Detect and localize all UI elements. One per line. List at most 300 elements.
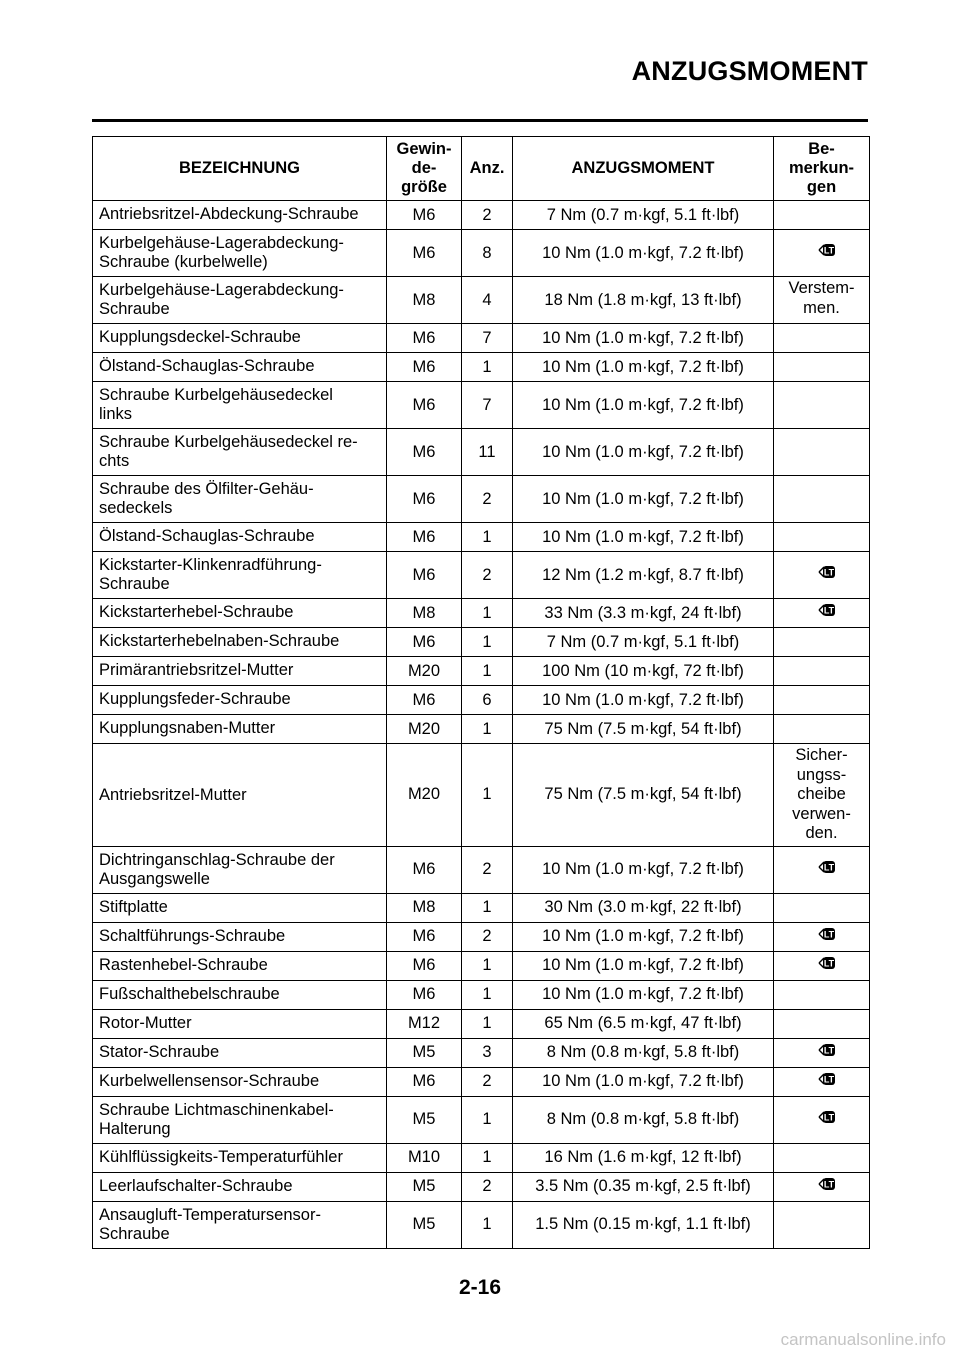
thread-cell [387, 628, 462, 657]
name-cell [93, 523, 387, 552]
torque-cell [513, 1038, 774, 1067]
qty-cell [462, 1143, 513, 1172]
thread-cell [387, 846, 462, 893]
table-row [93, 277, 870, 324]
table-row [93, 476, 870, 523]
qty-cell-text: 8 [482, 243, 492, 262]
thread-cell-text: M6 [412, 1072, 436, 1090]
name-cell [93, 1201, 387, 1248]
table-row [93, 324, 870, 353]
thread-cell [387, 686, 462, 715]
name-cell-text: Schraube Kurbelgehäusedeckel links [99, 386, 333, 423]
torque-cell [513, 628, 774, 657]
thread-cell-text: M20 [407, 719, 441, 738]
torque-cell [513, 980, 774, 1009]
name-cell-text: Schraube des Ölfilter-Gehäu- sedeckels [99, 480, 314, 517]
svg-text:LT: LT [823, 567, 834, 578]
table-row [93, 628, 870, 657]
torque-cell [513, 429, 774, 476]
table-row [93, 429, 870, 476]
name-cell-text: Ölstand-Schauglas-Schraube [99, 357, 315, 375]
qty-cell-text: 1 [482, 898, 492, 916]
remarks-cell [774, 951, 870, 980]
thread-cell [387, 715, 462, 744]
qty-cell [462, 552, 513, 599]
thread-cell-text: M8 [412, 603, 436, 622]
torque-cell-text: 10 Nm (1.0 m·kgf, 7.2 ft·lbf) [542, 985, 744, 1003]
qty-cell-text: 1 [482, 632, 492, 651]
qty-cell [462, 980, 513, 1009]
remarks-cell [774, 686, 870, 715]
torque-cell-text: 10 Nm (1.0 m·kgf, 7.2 ft·lbf) [542, 395, 744, 414]
name-cell-text: Schraube Lichtmaschinenkabel- Halterung [99, 1100, 334, 1138]
remarks-cell [774, 201, 870, 230]
name-cell-text: Schraube Kurbelgehäusedeckel re- chts [99, 433, 358, 470]
name-cell [93, 1038, 387, 1067]
name-cell-text: Ölstand-Schauglas-Schraube [99, 527, 315, 545]
header-qty-label: Anz. [469, 159, 505, 177]
name-cell [93, 353, 387, 382]
name-cell [93, 599, 387, 628]
torque-cell-text: 10 Nm (1.0 m·kgf, 7.2 ft·lbf) [542, 489, 744, 508]
name-cell [93, 893, 387, 922]
locking-agent-icon [818, 954, 836, 978]
name-cell-text: Rotor-Mutter [99, 1013, 192, 1032]
table-row [93, 744, 870, 847]
header-qty [462, 137, 513, 201]
thread-cell [387, 922, 462, 951]
thread-cell [387, 1143, 462, 1172]
thread-cell [387, 277, 462, 324]
qty-cell [462, 922, 513, 951]
torque-cell [513, 476, 774, 523]
name-cell-text: Kickstarterhebel-Schraube [99, 603, 294, 621]
thread-cell-text: M6 [412, 985, 436, 1003]
qty-cell-text: 1 [482, 719, 492, 738]
name-cell-text: Kickstarterhebelnaben-Schraube [99, 632, 340, 650]
remarks-cell [774, 1143, 870, 1172]
thread-cell [387, 552, 462, 599]
name-cell [93, 744, 387, 847]
remarks-cell [774, 1038, 870, 1067]
torque-cell-text: 33 Nm (3.3 m·kgf, 24 ft·lbf) [544, 603, 742, 622]
thread-cell-text: M8 [412, 290, 436, 309]
header-thread [387, 137, 462, 201]
name-cell-text: Dichtringanschlag-Schraube der Ausgangswelle [99, 850, 335, 888]
qty-cell-text: 7 [482, 328, 492, 347]
qty-cell [462, 846, 513, 893]
thread-cell-text: M6 [412, 357, 436, 376]
name-cell [93, 846, 387, 893]
table-row [93, 1201, 870, 1248]
table-row [93, 686, 870, 715]
thread-cell-text: M6 [412, 927, 436, 945]
name-cell [93, 657, 387, 686]
remarks-cell [774, 353, 870, 382]
name-cell [93, 951, 387, 980]
qty-cell-text: 2 [482, 489, 492, 508]
remarks-text: Sicher- ungss- cheibe verwen- den. [792, 746, 851, 842]
qty-cell [462, 476, 513, 523]
qty-cell [462, 201, 513, 230]
name-cell-text: Kickstarter-Klinkenradführung- Schraube [99, 556, 322, 593]
qty-cell-text: 1 [482, 1148, 492, 1166]
table-row [93, 980, 870, 1009]
table-row [93, 657, 870, 686]
page-title: ANZUGSMOMENT [631, 56, 868, 86]
name-cell [93, 628, 387, 657]
qty-cell [462, 1038, 513, 1067]
name-cell-text: Stiftplatte [99, 897, 168, 916]
torque-cell [513, 1067, 774, 1096]
table-row [93, 1038, 870, 1067]
torque-cell [513, 686, 774, 715]
qty-cell-text: 1 [482, 985, 492, 1003]
thread-cell-text: M6 [412, 956, 436, 974]
name-cell [93, 1143, 387, 1172]
table-row [93, 1143, 870, 1172]
thread-cell-text: M6 [412, 328, 436, 347]
qty-cell-text: 2 [482, 565, 492, 584]
table-row [93, 201, 870, 230]
torque-cell [513, 1201, 774, 1248]
torque-cell-text: 7 Nm (0.7 m·kgf, 5.1 ft·lbf) [546, 205, 740, 224]
torque-cell-text: 10 Nm (1.0 m·kgf, 7.2 ft·lbf) [542, 956, 744, 974]
torque-cell-text: 10 Nm (1.0 m·kgf, 7.2 ft·lbf) [542, 860, 744, 878]
thread-cell-text: M6 [412, 395, 436, 414]
thread-cell-text: M6 [412, 527, 436, 546]
thread-cell [387, 744, 462, 847]
qty-cell [462, 715, 513, 744]
qty-cell [462, 324, 513, 353]
torque-cell [513, 1143, 774, 1172]
torque-table [92, 136, 870, 1249]
thread-cell [387, 1096, 462, 1143]
qty-cell [462, 1009, 513, 1038]
remarks-cell [774, 657, 870, 686]
torque-cell [513, 922, 774, 951]
name-cell-text: Primärantriebsritzel-Mutter [99, 661, 294, 679]
remarks-cell [774, 628, 870, 657]
remarks-cell [774, 744, 870, 847]
thread-cell-text: M6 [412, 442, 436, 461]
name-cell [93, 230, 387, 277]
remarks-cell [774, 1067, 870, 1096]
thread-cell [387, 353, 462, 382]
remarks-cell [774, 476, 870, 523]
remarks-cell [774, 1201, 870, 1248]
header-remarks [774, 137, 870, 201]
thread-cell-text: M8 [412, 898, 436, 916]
qty-cell [462, 353, 513, 382]
remarks-cell [774, 429, 870, 476]
torque-cell [513, 230, 774, 277]
qty-cell [462, 686, 513, 715]
qty-cell [462, 382, 513, 429]
header-name [93, 137, 387, 201]
table-row [93, 353, 870, 382]
name-cell [93, 324, 387, 353]
torque-cell [513, 277, 774, 324]
qty-cell-text: 1 [482, 603, 492, 622]
torque-cell [513, 744, 774, 847]
remarks-cell [774, 324, 870, 353]
thread-cell [387, 324, 462, 353]
torque-cell [513, 353, 774, 382]
thread-cell [387, 476, 462, 523]
header-thread-label: Gewin- de- größe [396, 140, 452, 196]
torque-cell-text: 75 Nm (7.5 m·kgf, 54 ft·lbf) [544, 719, 742, 738]
qty-cell-text: 6 [482, 690, 492, 709]
name-cell [93, 1009, 387, 1038]
locking-agent-icon [818, 601, 836, 625]
qty-cell-text: 7 [482, 395, 492, 414]
name-cell-text: Schaltführungs-Schraube [99, 926, 286, 945]
torque-cell [513, 1096, 774, 1143]
qty-cell-text: 2 [482, 860, 492, 878]
table-row [93, 715, 870, 744]
qty-cell-text: 1 [482, 357, 492, 376]
table-row [93, 1172, 870, 1201]
locking-agent-icon [818, 925, 836, 949]
table-row [93, 922, 870, 951]
thread-cell-text: M6 [412, 243, 436, 262]
torque-cell-text: 1.5 Nm (0.15 m·kgf, 1.1 ft·lbf) [535, 1215, 751, 1233]
name-cell [93, 382, 387, 429]
thread-cell-text: M10 [407, 1148, 441, 1166]
qty-cell [462, 230, 513, 277]
name-cell-text: Antriebsritzel-Mutter [99, 785, 247, 804]
locking-agent-icon [818, 241, 836, 265]
qty-cell-text: 11 [478, 442, 496, 461]
thread-cell [387, 230, 462, 277]
torque-cell-text: 10 Nm (1.0 m·kgf, 7.2 ft·lbf) [542, 927, 744, 945]
qty-cell [462, 1201, 513, 1248]
qty-cell-text: 1 [482, 527, 492, 546]
name-cell-text: Antriebsritzel-Abdeckung-Schraube [99, 205, 359, 223]
thread-cell [387, 1067, 462, 1096]
remarks-cell [774, 1172, 870, 1201]
thread-cell-text: M6 [412, 205, 436, 224]
locking-agent-icon [818, 1175, 836, 1199]
remarks-cell [774, 893, 870, 922]
qty-cell [462, 1067, 513, 1096]
header-torque [513, 137, 774, 201]
thread-cell [387, 980, 462, 1009]
remarks-cell [774, 552, 870, 599]
table-row [93, 1067, 870, 1096]
name-cell [93, 1067, 387, 1096]
name-cell [93, 980, 387, 1009]
table-row [93, 382, 870, 429]
thread-cell-text: M5 [412, 1110, 436, 1128]
remarks-cell [774, 715, 870, 744]
qty-cell [462, 1172, 513, 1201]
table-row [93, 552, 870, 599]
locking-agent-icon [818, 1108, 836, 1132]
torque-cell-text: 8 Nm (0.8 m·kgf, 5.8 ft·lbf) [546, 1043, 740, 1061]
locking-agent-icon [818, 858, 836, 882]
thread-cell-text: M6 [412, 860, 436, 878]
name-cell-text: Kupplungsdeckel-Schraube [99, 328, 301, 346]
name-cell [93, 277, 387, 324]
remarks-cell [774, 277, 870, 324]
table-row [93, 523, 870, 552]
table-row [93, 230, 870, 277]
torque-cell [513, 201, 774, 230]
torque-cell-text: 7 Nm (0.7 m·kgf, 5.1 ft·lbf) [546, 632, 740, 651]
qty-cell [462, 429, 513, 476]
torque-cell-text: 10 Nm (1.0 m·kgf, 7.2 ft·lbf) [542, 328, 744, 347]
thread-cell [387, 1201, 462, 1248]
remarks-cell [774, 922, 870, 951]
thread-cell [387, 951, 462, 980]
qty-cell-text: 1 [482, 1110, 492, 1128]
name-cell [93, 715, 387, 744]
name-cell [93, 476, 387, 523]
remarks-cell [774, 523, 870, 552]
name-cell [93, 429, 387, 476]
header-remarks-label: Be- merkun- gen [788, 140, 855, 196]
remarks-cell [774, 1009, 870, 1038]
name-cell [93, 552, 387, 599]
table-row [93, 893, 870, 922]
remarks-cell [774, 1096, 870, 1143]
table-row [93, 846, 870, 893]
qty-cell-text: 1 [482, 785, 492, 804]
thread-cell-text: M20 [407, 661, 441, 680]
svg-text:LT: LT [823, 245, 834, 256]
torque-cell-text: 100 Nm (10 m·kgf, 72 ft·lbf) [542, 661, 744, 680]
torque-cell-text: 10 Nm (1.0 m·kgf, 7.2 ft·lbf) [542, 690, 744, 709]
torque-cell [513, 599, 774, 628]
qty-cell-text: 1 [482, 1215, 492, 1233]
name-cell-text: Ansaugluft-Temperatursensor- Schraube [99, 1205, 321, 1243]
torque-cell-text: 10 Nm (1.0 m·kgf, 7.2 ft·lbf) [542, 243, 744, 262]
qty-cell [462, 523, 513, 552]
qty-cell [462, 1096, 513, 1143]
name-cell [93, 1096, 387, 1143]
name-cell-text: Kurbelgehäuse-Lagerabdeckung- Schraube (kurbelwelle) [99, 234, 344, 271]
name-cell-text: Kupplungsfeder-Schraube [99, 690, 291, 708]
qty-cell [462, 744, 513, 847]
qty-cell-text: 3 [482, 1043, 492, 1061]
torque-cell [513, 1009, 774, 1038]
torque-cell [513, 382, 774, 429]
name-cell-text: Stator-Schraube [99, 1042, 220, 1061]
table-row [93, 951, 870, 980]
name-cell-text: Kurbelgehäuse-Lagerabdeckung- Schraube [99, 281, 344, 318]
title-rule [92, 119, 868, 122]
remarks-cell [774, 846, 870, 893]
thread-cell [387, 382, 462, 429]
torque-cell-text: 65 Nm (6.5 m·kgf, 47 ft·lbf) [544, 1014, 742, 1032]
svg-text:LT: LT [823, 862, 834, 873]
remarks-text: Verstem- men. [788, 279, 855, 317]
torque-table-body [93, 201, 870, 1249]
thread-cell-text: M6 [412, 632, 436, 651]
thread-cell [387, 599, 462, 628]
thread-cell [387, 201, 462, 230]
torque-cell [513, 523, 774, 552]
qty-cell [462, 277, 513, 324]
qty-cell-text: 2 [482, 1072, 492, 1090]
name-cell [93, 686, 387, 715]
name-cell-text: Fußschalthebelschraube [99, 984, 280, 1003]
svg-text:LT: LT [823, 1112, 834, 1123]
torque-cell [513, 846, 774, 893]
torque-cell-text: 8 Nm (0.8 m·kgf, 5.8 ft·lbf) [546, 1110, 740, 1128]
watermark: carmanualsonline.info [780, 1330, 946, 1349]
svg-text:LT: LT [823, 1045, 834, 1056]
qty-cell-text: 2 [482, 1177, 492, 1195]
thread-cell-text: M6 [412, 565, 436, 584]
torque-cell-text: 10 Nm (1.0 m·kgf, 7.2 ft·lbf) [542, 527, 744, 546]
torque-cell [513, 657, 774, 686]
svg-text:LT: LT [823, 929, 834, 940]
qty-cell-text: 2 [482, 205, 492, 224]
qty-cell-text: 1 [482, 956, 492, 974]
name-cell-text: Kühlflüssigkeits-Temperaturfühler [99, 1147, 343, 1166]
svg-text:LT: LT [823, 605, 834, 616]
torque-cell [513, 715, 774, 744]
name-cell-text: Leerlaufschalter-Schraube [99, 1176, 293, 1195]
qty-cell-text: 1 [482, 1014, 492, 1032]
table-row [93, 599, 870, 628]
thread-cell [387, 893, 462, 922]
thread-cell [387, 429, 462, 476]
thread-cell [387, 1009, 462, 1038]
table-row [93, 1096, 870, 1143]
qty-cell-text: 1 [482, 661, 492, 680]
name-cell-text: Rastenhebel-Schraube [99, 955, 268, 974]
thread-cell [387, 1038, 462, 1067]
thread-cell-text: M6 [412, 489, 436, 508]
qty-cell [462, 628, 513, 657]
thread-cell-text: M5 [412, 1215, 436, 1233]
header-name-label: BEZEICHNUNG [178, 159, 300, 177]
name-cell-text: Kupplungsnaben-Mutter [99, 719, 276, 737]
header-torque-label: ANZUGSMOMENT [571, 159, 715, 177]
svg-text:LT: LT [823, 958, 834, 969]
thread-cell-text: M5 [412, 1043, 436, 1061]
locking-agent-icon [818, 563, 836, 587]
torque-cell [513, 1172, 774, 1201]
thread-cell-text: M20 [407, 785, 441, 804]
torque-cell-text: 3.5 Nm (0.35 m·kgf, 2.5 ft·lbf) [535, 1177, 751, 1195]
table-row [93, 1009, 870, 1038]
torque-cell-text: 12 Nm (1.2 m·kgf, 8.7 ft·lbf) [542, 565, 744, 584]
remarks-cell [774, 599, 870, 628]
qty-cell [462, 951, 513, 980]
torque-cell [513, 552, 774, 599]
name-cell [93, 201, 387, 230]
torque-cell [513, 324, 774, 353]
page-number: 2-16 [458, 1276, 502, 1299]
torque-cell [513, 893, 774, 922]
name-cell [93, 1172, 387, 1201]
qty-cell-text: 4 [482, 290, 492, 309]
torque-cell-text: 16 Nm (1.6 m·kgf, 12 ft·lbf) [544, 1148, 742, 1166]
thread-cell-text: M6 [412, 690, 436, 709]
torque-cell-text: 30 Nm (3.0 m·kgf, 22 ft·lbf) [544, 898, 742, 916]
torque-cell-text: 10 Nm (1.0 m·kgf, 7.2 ft·lbf) [542, 357, 744, 376]
thread-cell [387, 523, 462, 552]
thread-cell-text: M5 [412, 1177, 436, 1195]
table-header-row [93, 137, 870, 201]
torque-cell-text: 18 Nm (1.8 m·kgf, 13 ft·lbf) [544, 290, 742, 309]
name-cell [93, 922, 387, 951]
